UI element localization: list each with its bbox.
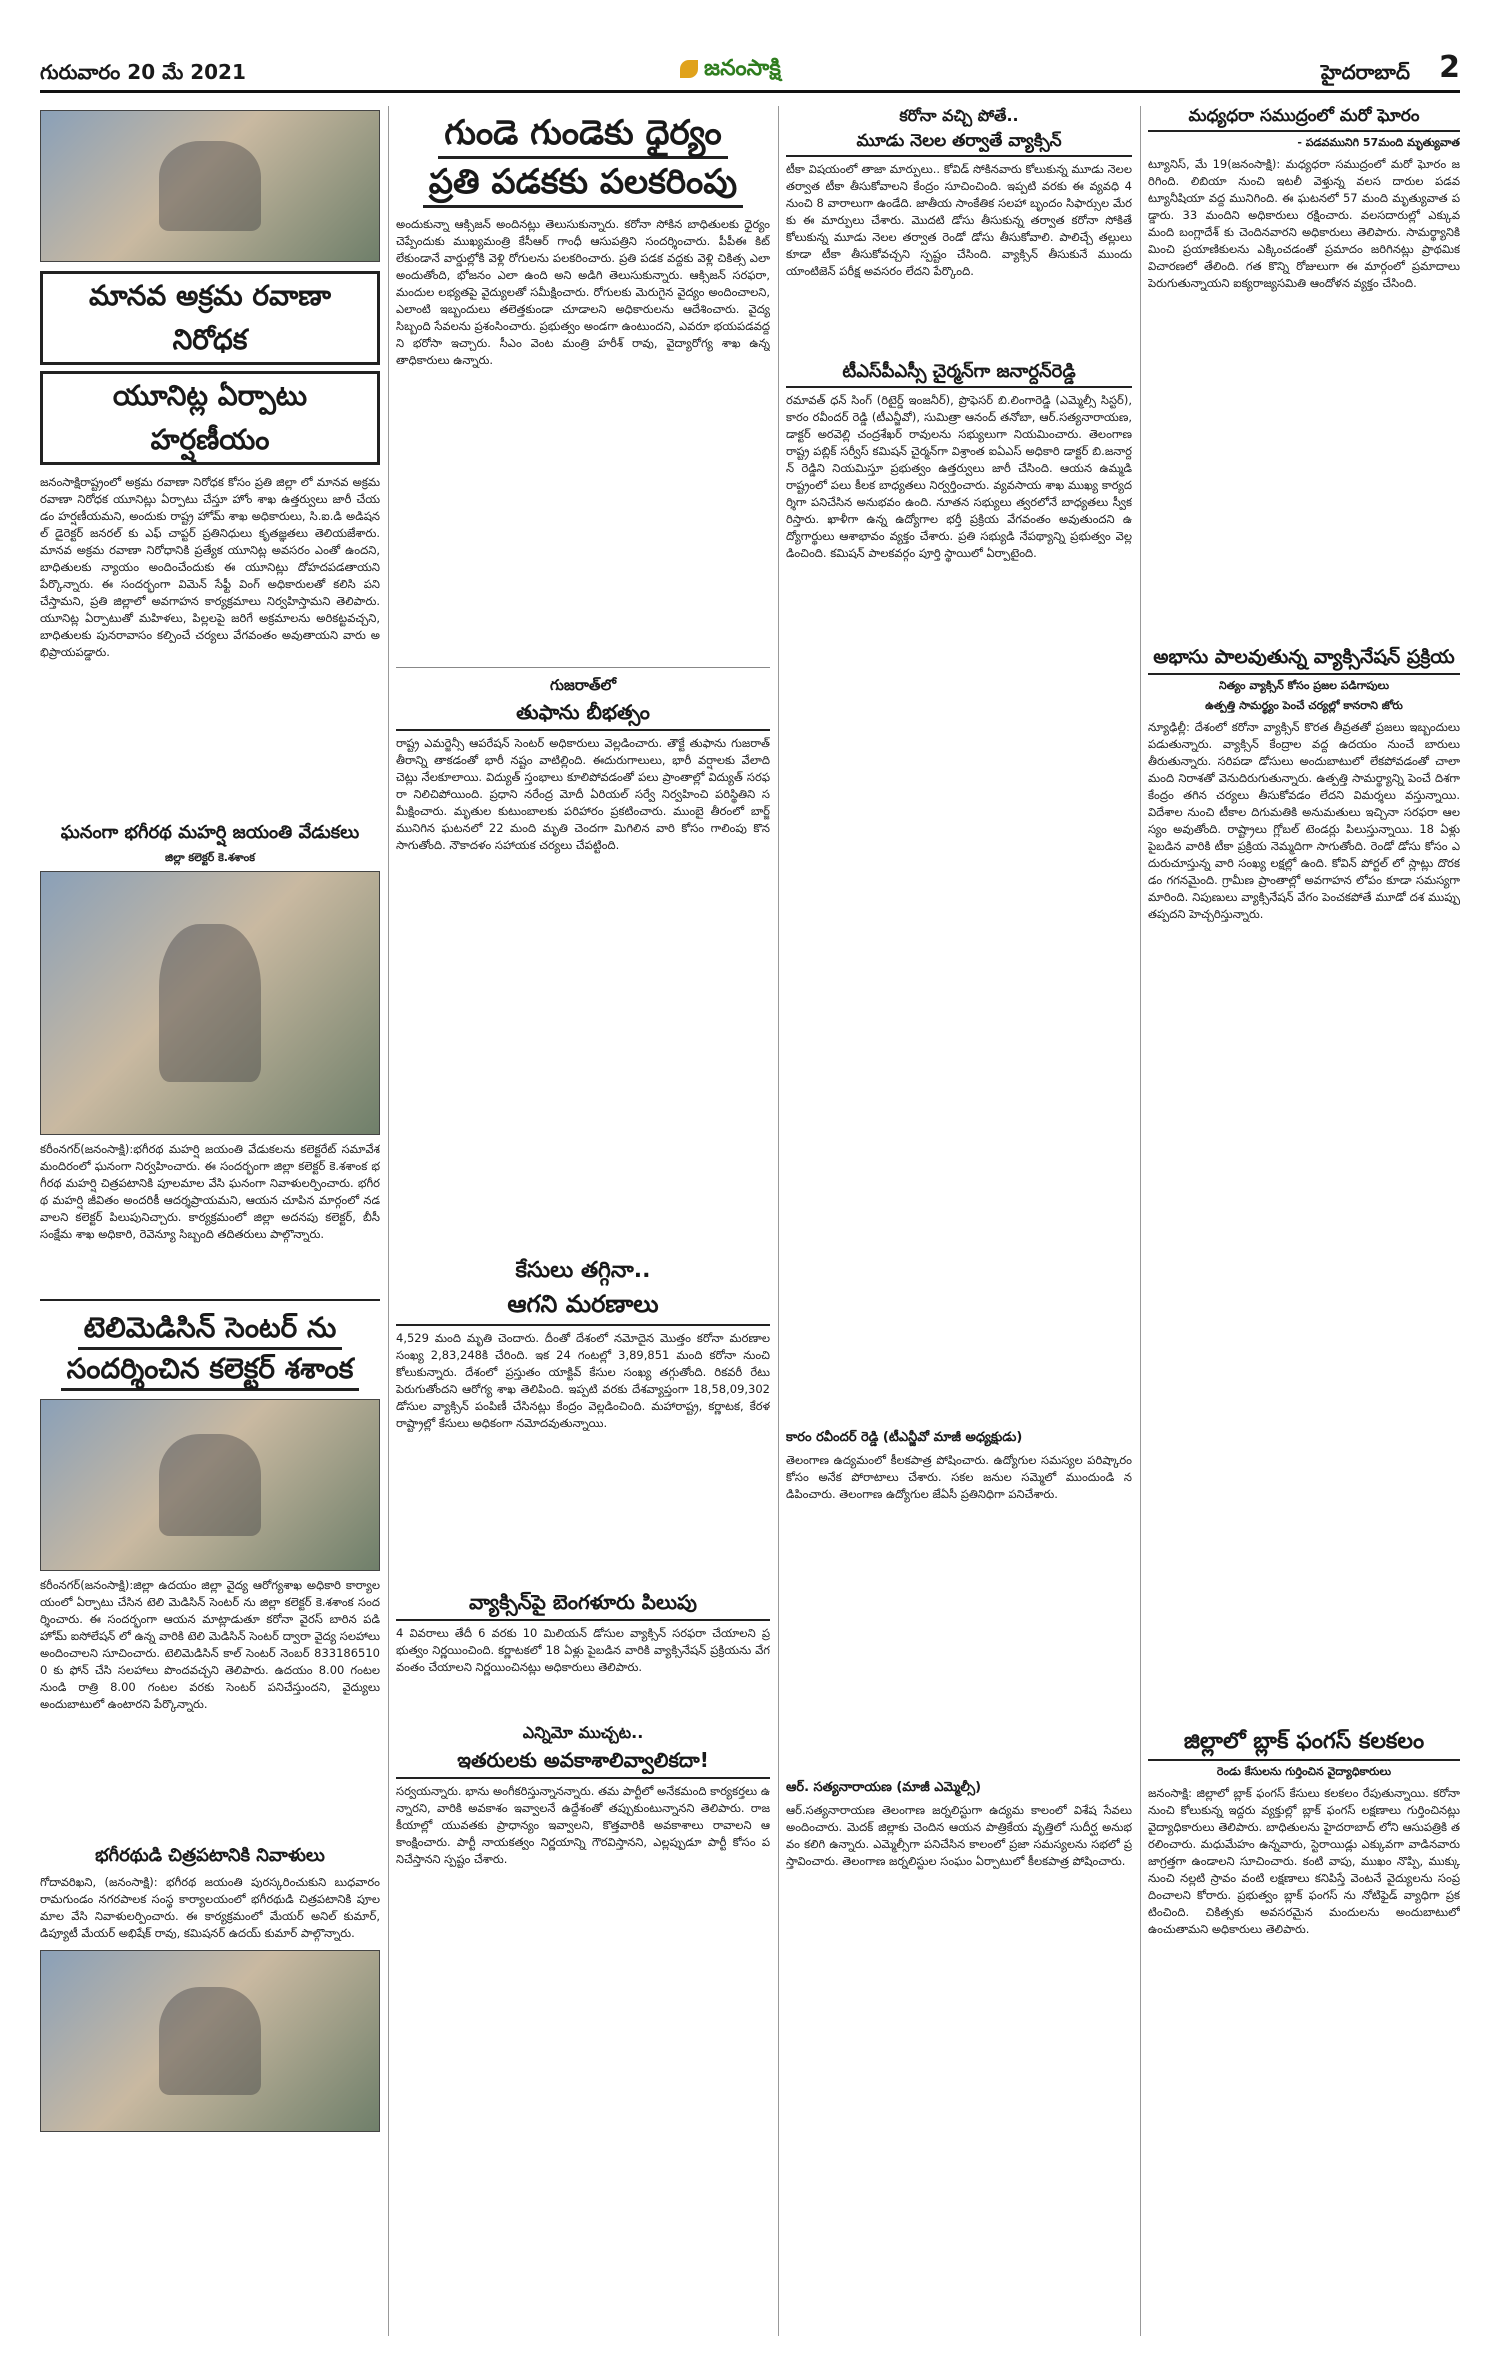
tspsc-article: రమావత్ ధన్ సింగ్ (రిటైర్డ్ ఇంజనీర్), ప్రొఫెసర్ బి.లింగారెడ్డి (ఎమ్మెల్సీ సిస్టర్), కారం రవీందర్ రెడ్డి (టీఎన్జీవో), సుమిత్రా ఆనంద్ తనోబా, ఆర్.సత్యనారాయణ, డాక్టర్ అరవెల్లి చంద్రశేఖర్ రావులను సభ్యులుగా నియమించారు. తెలంగాణ రాష్ట్ర పబ్లిక్ సర్వీస్ కమిషన్ చైర్మన్‌గా విశ్రాంత ఐఏఎస్ అధికారి డాక్టర్ బి.జనార్దన్ రెడ్డిని నియమిస్తూ ప్రభుత్వం ఉత్తర్వులు జారీ చేసింది. ఆయన ఉమ్మడి రాష్ట్రంలో పలు కీలక బాధ్యతలు నిర్వర్తించారు. వ్యవసాయ శాఖ ముఖ్య కార్యదర్శిగా పనిచేసిన అనుభవం ఉంది. నూతన సభ్యులు త్వరలోనే బాధ్యతలు స్వీకరిస్తారు. ఖాళీగా ఉన్న ఉద్యోగాల భర్తీ ప్రక్రియ వేగవంతం అవుతుందని ఉద్యోగార్థులు ఆశాభావం వ్యక్తం చేశారు. ప్రతి సభ్యుడి నేపథ్యాన్ని ప్రభుత్వం వెల్లడించింది. కమిషన్ పాలకవర్గం పూర్తి స్థాయిలో ఏర్పాటైంది.	[786, 393, 1132, 560]
mediterranean-headline: మధ్యధరా సముద్రంలో మరో ఘోరం	[1148, 106, 1460, 132]
vaccine-headline: వ్యాక్సిన్‌పై బెంగళూరు పిలుపు	[396, 1590, 770, 1621]
tribute-article: గోదావరిఖని, (జనంసాక్షి): భగీరథ జయంతి పురస్కరించుకుని బుధవారం రామగుండం నగరపాలక సంస్థ కార్యాలయంలో భగీరథుడి చిత్రపటానికి పూలమాల వేసి నివాళులర్పించారు. ఈ కార్యక్రమంలో మేయర్ అనిల్ కుమార్, డిప్యూటీ మేయర్ అభిషేక్ రావు, కమిషనర్ ఉదయ్ కుమార్ పాల్గొన్నారు.	[40, 1875, 380, 1940]
member-article: ఆర్.సత్యనారాయణ తెలంగాణ జర్నలిస్టుగా ఉద్యమ కాలంలో విశేష సేవలు అందించారు. మెదక్ జిల్లాకు చెందిన ఆయన పాత్రికేయ వృత్తిలో సుదీర్ఘ అనుభవం కలిగి ఉన్నారు. ఎమ్మెల్సీగా పనిచేసిన కాలంలో ప్రజా సమస్యలను సభలో ప్రస్తావించారు. తెలంగాణ జర్నలిస్టుల సంఘం ఏర్పాటులో కీలకపాత్ర పోషించారు.	[786, 1803, 1132, 1868]
black-fungus-headline: జిల్లాలో బ్లాక్ ఫంగస్ కలకలం	[1148, 1729, 1460, 1761]
logo-text: జనంసాక్షి	[704, 56, 781, 81]
column-divider	[778, 106, 779, 2336]
vaccination-subhead: నిత్యం వ్యాక్సిన్ కోసం ప్రజల పడిగాపులు	[1218, 679, 1390, 692]
vaccination-article: న్యూఢిల్లీ: దేశంలో కరోనా వ్యాక్సిన్ కొరత తీవ్రతతో ప్రజలు ఇబ్బందులు పడుతున్నారు. వ్యాక్సిన్ కేంద్రాల వద్ద ఉదయం నుంచే బారులు తీరుతున్నారు. సరిపడా డోసులు అందుబాటులో లేకపోవడంతో చాలా మంది నిరాశతో వెనుదిరుగుతున్నారు. ఉత్పత్తి సామర్థ్యాన్ని పెంచే దిశగా కేంద్రం తగిన చర్యలు తీసుకోవడం లేదని విమర్శలు వస్తున్నాయి. విదేశాల నుంచి టీకాల దిగుమతికి అనుమతులు ఇచ్చినా సరఫరా ఆలస్యం అవుతోంది. రాష్ట్రాలు గ్లోబల్ టెండర్లు పిలుస్తున్నాయి. 18 ఏళ్లు పైబడిన వారికి టీకా ప్రక్రియ నెమ్మదిగా సాగుతోంది. రెండో డోసు కోసం ఎదురుచూస్తున్న వారి సంఖ్య లక్షల్లో ఉంది. కోవిన్ పోర్టల్ లో స్లాట్లు దొరకడం గగనమైంది. గ్రామీణ ప్రాంతాల్లో అవగాహన లోపం కూడా సమస్యగా మారింది. నిపుణులు వ్యాక్సినేషన్ వేగం పెంచకపోతే మూడో దశ ముప్పు తప్పదని హెచ్చరిస్తున్నారు.	[1148, 720, 1460, 921]
mediterranean-article: ట్యూనిస్, మే 19(జనంసాక్షి): మధ్యధరా సముద్రంలో మరో ఘోరం జరిగింది. లిబియా నుంచి ఇటలీ వెళ్తున్న వలస దారుల పడవ ట్యూనీషియా వద్ద మునిగింది. ఈ ఘటనలో 57 మంది మృత్యువాత పడ్డారు. 33 మందిని అధికారులు రక్షించారు. వలసదారుల్లో ఎక్కువ మంది బంగ్లాదేశ్ కు చెందినవారని అధికారులు తెలిపారు. సామర్థ్యానికి మించి ప్రయాణికులను ఎక్కించడంతో ప్రమాదం జరిగినట్లు ప్రాథమిక విచారణలో తేలింది. గత కొన్ని రోజులుగా ఈ మార్గంలో ప్రమాదాలు పెరుగుతున్నాయని ఐక్యరాజ్యసమితి ఆందోళన వ్యక్తం చేసింది.	[1148, 157, 1460, 290]
covid-headline: ఆగని మరణాలు	[396, 1290, 770, 1326]
covid-kicker: కేసులు తగ్గినా..	[515, 1258, 651, 1283]
column-2	[396, 106, 770, 2336]
headline-line: సందర్శించిన కలెక్టర్ శశాంక	[61, 1350, 360, 1391]
trafficking-article: జనంసాక్షిరాష్ట్రంలో అక్రమ రవాణా నిరోధక కోసం ప్రతి జిల్లా లో మానవ అక్రమ రవాణా నిరోధక యూనిట్లు ఏర్పాటు చేస్తూ హోం శాఖ ఉత్తర్వులు జారీ చేయడం హర్షణీయమని, అందుకు రాష్ట్ర హోమ్ శాఖ అధికారులు, సి.ఐ.డి అడిషనల్ డైరెక్టర్ జనరల్ కు ఎఫ్ చాప్టర్ ప్రతినిధులు కృతజ్ఞతలు తెలియజేశారు. మానవ అక్రమ రవాణా నిరోధానికి ప్రత్యేక యూనిట్ల అవసరం ఎంతో ఉందని, బాధితులకు న్యాయం అందించేందుకు ఈ యూనిట్లు దోహదపడతాయని పేర్కొన్నారు. ఈ సందర్భంగా విమెన్ సేఫ్టీ వింగ్ అధికారులతో కలిసి పని చేస్తామని, ప్రతి జిల్లాలో అవగాహన కార్యక్రమాలు నిర్వహిస్తామని తెలిపారు. యూనిట్ల ఏర్పాటుతో మహిళలు, పిల్లలపై జరిగే అక్రమాలను అరికట్టవచ్చని, బాధితులకు పునరావాసం కల్పించే చర్యలు వేగవంతం అవుతాయని వారు అభిప్రాయపడ్డారు.	[40, 475, 380, 659]
vaccination-headline: అభాసు పాలవుతున్న వ్యాక్సినేషన్ ప్రక్రియ	[1148, 646, 1460, 675]
gujarat-headline: తుఫాను బీభత్సం	[396, 700, 770, 731]
column-divider	[388, 106, 389, 2336]
headline-line: మానవ అక్రమ రవాణా నిరోధక	[40, 271, 380, 365]
headline-line: ప్రతి పడకకు పలకరింపు	[423, 159, 743, 208]
bhagiratha-headline: ఘనంగా భగీరథ మహర్షి జయంతి వేడుకలు	[60, 822, 360, 843]
vaccine-gap-article: టీకా విషయంలో తాజా మార్పులు.. కోవిడ్ సోకినవారు కోలుకున్న మూడు నెలల తర్వాత టీకా తీసుకోవాలని కేంద్రం సూచించింది. ఇప్పటి వరకు ఈ వ్యవధి 4 నుంచి 8 వారాలుగా ఉండేది. జాతీయ సాంకేతిక సలహా బృందం సిఫార్సుల మేరకు ఈ మార్పులు చేశారు. మొదటి డోసు తీసుకున్న తర్వాత కరోనా సోకితే కోలుకున్న మూడు నెలల తర్వాత రెండో డోసు తీసుకోవాలి. పాలిచ్చే తల్లులు కూడా టీకా తీసుకోవచ్చని స్పష్టం చేసింది. వ్యాక్సిన్ తీసుకునే ముందు యాంటిజెన్ పరీక్ష అవసరం లేదని పేర్కొంది.	[786, 162, 1132, 278]
bhagiratha-article: కరీంనగర్(జనంసాక్షి):భగీరథ మహర్షి జయంతి వేడుకలను కలెక్టరేట్ సమావేశ మందిరంలో ఘనంగా నిర్వహించారు. ఈ సందర్భంగా జిల్లా కలెక్టర్ కె.శశాంక భగీరథ మహర్షి చిత్రపటానికి పూలమాల వేసి ఘనంగా నివాళులర్పించారు. భగీరథ మహర్షి జీవితం అందరికీ ఆదర్శప్రాయమని, ఆయన చూపిన మార్గంలో నడవాలని కలెక్టర్ పిలుపునిచ్చారు. కార్యక్రమంలో జిల్లా అదనపు కలెక్టర్, బీసీ సంక్షేమ శాఖ అధికారి, రెవెన్యూ సిబ్బంది తదితరులు పాల్గొన్నారు.	[40, 1142, 380, 1241]
headline-line: యూనిట్ల ఏర్పాటు హర్షణీయం	[40, 371, 380, 465]
godavarikhani-photo	[40, 1950, 380, 2132]
gujarat-article: రాష్ట్ర ఎమర్జెన్సీ ఆపరేషన్ సెంటర్ అధికారులు వెల్లడించారు. తౌక్టే తుఫాను గుజరాత్ తీరాన్ని తాకడంతో భారీ నష్టం వాటిల్లింది. ఈదురుగాలులు, భారీ వర్షాలకు వేలాది చెట్లు నేలకూలాయి. విద్యుత్ స్తంభాలు కూలిపోవడంతో పలు ప్రాంతాల్లో విద్యుత్ సరఫరా నిలిచిపోయింది. ప్రధాని నరేంద్ర మోదీ ఏరియల్ సర్వే నిర్వహించి పరిస్థితిని సమీక్షించారు. మృతుల కుటుంబాలకు పరిహారం ప్రకటించారు. ముంబై తీరంలో బార్జ్ మునిగిన ఘటనలో 22 మంది మృతి చెందగా మిగిలిన వారి కోసం గాలింపు కొనసాగుతోంది. నౌకాదళం సహాయక చర్యలు చేపట్టింది.	[396, 736, 770, 852]
vaccination-subhead: ఉత్పత్తి సామర్థ్యం పెంచే చర్యల్లో కానరాని జోరు	[1205, 699, 1403, 712]
cm-hospital-article: అందుకున్నా ఆక్సిజన్ అందినట్లు తెలుసుకున్నారు. కరోనా సోకిన బాధితులకు ధైర్యం చెప్పేందుకు ముఖ్యమంత్రి కేసీఆర్ గాంధీ ఆసుపత్రిని సందర్శించారు. పీపీఈ కిట్ లేకుండానే వార్డుల్లోకి వెళ్లి రోగులను పలకరించారు. ప్రతి పడక వద్దకు వెళ్లి చికిత్స ఎలా అందుతోంది, భోజనం ఎలా ఉంది అని అడిగి తెలుసుకున్నారు. ఆక్సిజన్ సరఫరా, మందుల లభ్యతపై వైద్యులతో సమీక్షించారు. రోగులకు మెరుగైన వైద్యం అందించాలని, ఎలాంటి ఇబ్బందులు తలెత్తకుండా చూడాలని అధికారులను ఆదేశించారు. వైద్య సిబ్బంది సేవలను ప్రశంసించారు. ప్రభుత్వం అండగా ఉంటుందని, ఎవరూ భయపడవద్దని భరోసా ఇచ్చారు. సీఎం వెంట మంత్రి హరీశ్ రావు, వైద్యారోగ్య శాఖ ఉన్నతాధికారులు ఉన్నారు.	[396, 217, 770, 367]
page-number: 2	[1439, 50, 1460, 85]
bhagiratha-byline: జిల్లా కలెక్టర్ కె.శశాంక	[165, 851, 255, 864]
vaccine-article: 4 వివరాలు తేదీ 6 వరకు 10 మిలియన్ డోసుల వ్యాక్సిన్ సరఫరా చేయాలని ప్రభుత్వం నిర్ణయించింది. కర్ణాటకలో 18 ఏళ్లు పైబడిన వారికి వ్యాక్సినేషన్ ప్రక్రియను వేగవంతం చేయాలని నిర్ణయించినట్లు అధికారులు తెలిపారు.	[396, 1626, 770, 1674]
cm-hospital-headline	[396, 110, 770, 208]
member-heading: కారం రవీందర్ రెడ్డి (టీఎన్జీవో మాజీ అధ్యక్షుడు)	[786, 1430, 1023, 1445]
gujarat-kicker: గుజరాత్‌లో	[549, 676, 617, 694]
section-separator	[396, 667, 770, 668]
vaccine-gap-kicker: కరోనా వచ్చి పోతే..	[899, 106, 1019, 125]
masthead	[40, 50, 1460, 93]
politics-kicker: ఎన్నిమో ముచ్చట..	[522, 1723, 644, 1742]
politics-article: సర్వయన్నారు. భాను అంగీకరిస్తున్నానన్నారు. తమ పార్టీలో అనేకమంది కార్యకర్తలు ఉన్నారని, వారికి అవకాశం ఇవ్వాలనే ఉద్దేశంతో తప్పుకుంటున్నానని తెలిపారు. రాజకీయాల్లో యువతకు ప్రాధాన్యం ఇవ్వాలని, కొత్తవారికి అవకాశాలు రావాలని ఆకాంక్షించారు. పార్టీ నాయకత్వం నిర్ణయాన్ని గౌరవిస్తానని, ఎల్లప్పుడూ పార్టీ కోసం పనిచేస్తానని స్పష్టం చేశారు.	[396, 1784, 770, 1866]
mediterranean-subhead: - పడవమునిగి 57మంది మృత్యువాత	[1297, 136, 1460, 149]
black-fungus-article: జనంసాక్షి: జిల్లాలో బ్లాక్ ఫంగస్ కేసులు కలకలం రేపుతున్నాయి. కరోనా నుంచి కోలుకున్న ఇద్దరు వ్యక్తుల్లో బ్లాక్ ఫంగస్ లక్షణాలు గుర్తించినట్లు వైద్యాధికారులు తెలిపారు. బాధితులను హైదరాబాద్ లోని ఆసుపత్రికి తరలించారు. మధుమేహం ఉన్నవారు, స్టెరాయిడ్లు ఎక్కువగా వాడినవారు జాగ్రత్తగా ఉండాలని సూచించారు. కంటి వాపు, ముఖం నొప్పి, ముక్కు నుంచి నల్లటి స్రావం వంటి లక్షణాలు కనిపిస్తే వెంటనే వైద్యులను సంప్రదించాలని కోరారు. ప్రభుత్వం బ్లాక్ ఫంగస్ ను నోటిఫైడ్ వ్యాధిగా ప్రకటించింది. చికిత్సకు అవసరమైన మందులను అందుబాటులో ఉంచుతామని అధికారులు తెలిపారు.	[1148, 1786, 1460, 1936]
column-divider	[1140, 106, 1141, 2336]
edition-city: హైదరాబాద్	[1320, 60, 1410, 84]
column-1	[40, 106, 380, 2336]
headline-line: టెలిమెడిసిన్ సెంటర్ ను	[78, 1309, 343, 1350]
telemedicine-headline	[40, 1309, 380, 1391]
section-separator	[40, 1299, 380, 1301]
telemedicine-photo	[40, 1399, 380, 1571]
column-3	[786, 106, 1132, 2336]
newspaper-logo	[680, 56, 781, 86]
vaccine-gap-headline: మూడు నెలల తర్వాతే వ్యాక్సిన్	[786, 131, 1132, 157]
tspsc-headline: టీఎస్‌పీఎస్సీ చైర్మన్‌గా జనార్దన్‌రెడ్డి	[786, 361, 1132, 388]
covid-article: 4,529 మంది మృతి చెందారు. దీంతో దేశంలో నమోదైన మొత్తం కరోనా మరణాల సంఖ్య 2,83,248కి చేరింది. ఇక 24 గంటల్లో 3,89,851 మంది కరోనా నుంచి కోలుకున్నారు. దేశంలో ప్రస్తుతం యాక్టివ్ కేసుల సంఖ్య తగ్గుతోంది. రికవరీ రేటు పెరుగుతోందని ఆరోగ్య శాఖ తెలిపింది. ఇప్పటి వరకు దేశవ్యాప్తంగా 18,58,09,302 డోసుల వ్యాక్సిన్ పంపిణీ చేసినట్లు కేంద్రం వెల్లడించింది. మహారాష్ట్ర, కర్ణాటక, కేరళ రాష్ట్రాల్లో కేసులు అధికంగా నమోదవుతున్నాయి.	[396, 1331, 770, 1430]
member-heading: ఆర్. సత్యనారాయణ (మాజీ ఎమ్మెల్సీ)	[786, 1780, 982, 1795]
f-chapter-photo	[40, 110, 380, 262]
trafficking-headline	[40, 268, 380, 468]
telemedicine-article: కరీంనగర్(జనంసాక్షి):జిల్లా ఉదయం జిల్లా వైద్య ఆరోగ్యశాఖ అధికారి కార్యాలయంలో ఏర్పాటు చేసిన టెలి మెడిసిన్ సెంటర్ ను జిల్లా కలెక్టర్ కె.శశాంక సందర్శించారు. ఈ సందర్భంగా ఆయన మాట్లాడుతూ కరోనా వైరస్ బారిన పడి హోమ్ ఐసోలేషన్ లో ఉన్న వారికి టెలి మెడిసిన్ సెంటర్ ద్వారా వైద్య సలహాలు అందించాలని సూచించారు. టెలిమెడిసిన్ కాల్ సెంటర్ నెంబర్ 8331865100 కు ఫోన్ చేసి సలహాలు పొందవచ్చని తెలిపారు. ఉదయం 8.00 గంటల నుండి రాత్రి 8.00 గంటల వరకు సెంటర్ పనిచేస్తుందని, వైద్యులు అందుబాటులో ఉంటారని పేర్కొన్నారు.	[40, 1578, 380, 1711]
member-article: తెలంగాణ ఉద్యమంలో కీలకపాత్ర పోషించారు. ఉద్యోగుల సమస్యల పరిష్కారం కోసం అనేక పోరాటాలు చేశారు. సకల జనుల సమ్మెలో ముందుండి నడిపించారు. తెలంగాణ ఉద్యోగుల జేఏసీ ప్రతినిధిగా పనిచేశారు.	[786, 1453, 1132, 1501]
headline-line: గుండె గుండెకు ధైర్యం	[438, 110, 727, 159]
issue-date: గురువారం 20 మే 2021	[40, 60, 246, 84]
politics-headline: ఇతరులకు అవకాశాలివ్వాలికదా!	[396, 1748, 770, 1779]
black-fungus-subhead: రెండు కేసులను గుర్తించిన వైద్యాధికారులు	[1216, 1765, 1392, 1778]
logo-leaf-icon	[680, 60, 698, 78]
tribute-headline: భగీరథుడి చిత్రపటానికి నివాళులు	[95, 1845, 325, 1866]
collector-tribute-photo	[40, 871, 380, 1135]
column-4	[1148, 106, 1460, 2336]
